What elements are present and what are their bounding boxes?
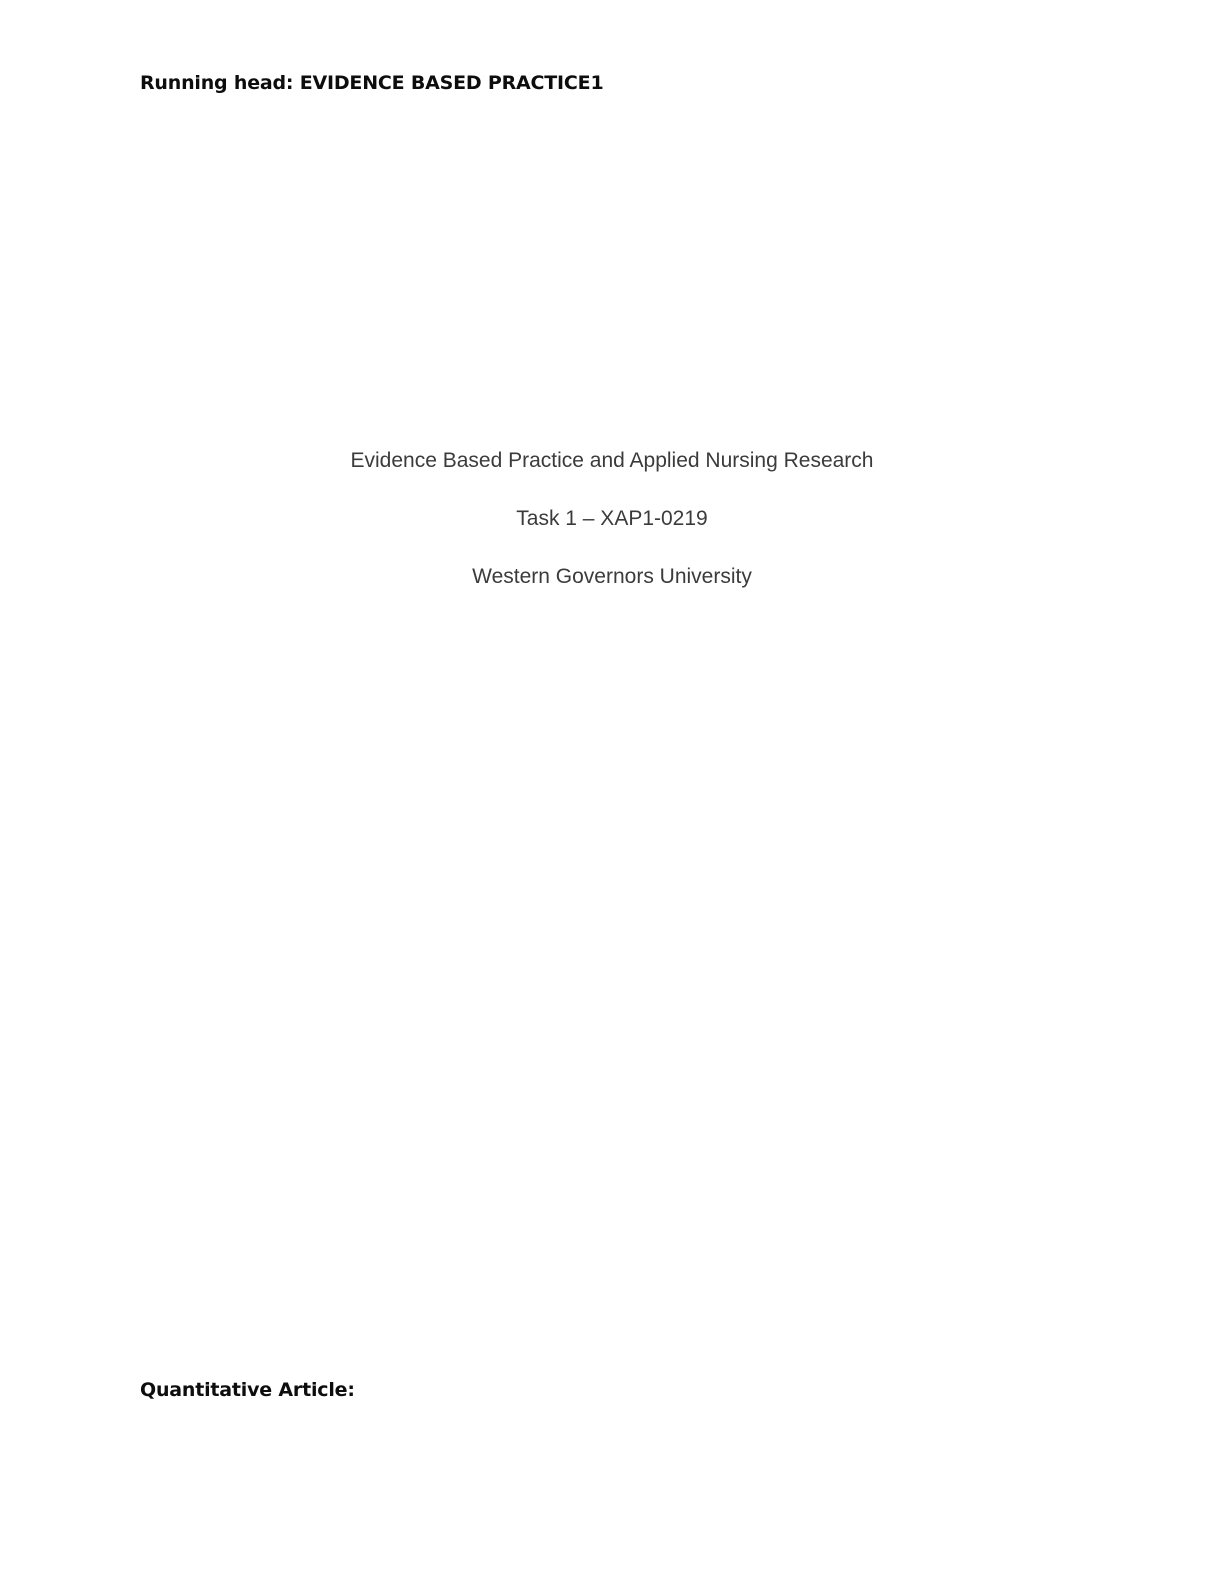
title-block — [140, 432, 1084, 606]
title-line-course: Evidence Based Practice and Applied Nursing Research — [350, 449, 874, 472]
title-line-university: Western Governors University — [472, 565, 752, 588]
running-head: Running head: EVIDENCE BASED PRACTICE1 — [140, 72, 604, 94]
title-line-task: Task 1 – XAP1-0219 — [516, 507, 708, 530]
section-heading-quantitative-article: Quantitative Article: — [140, 1379, 355, 1401]
